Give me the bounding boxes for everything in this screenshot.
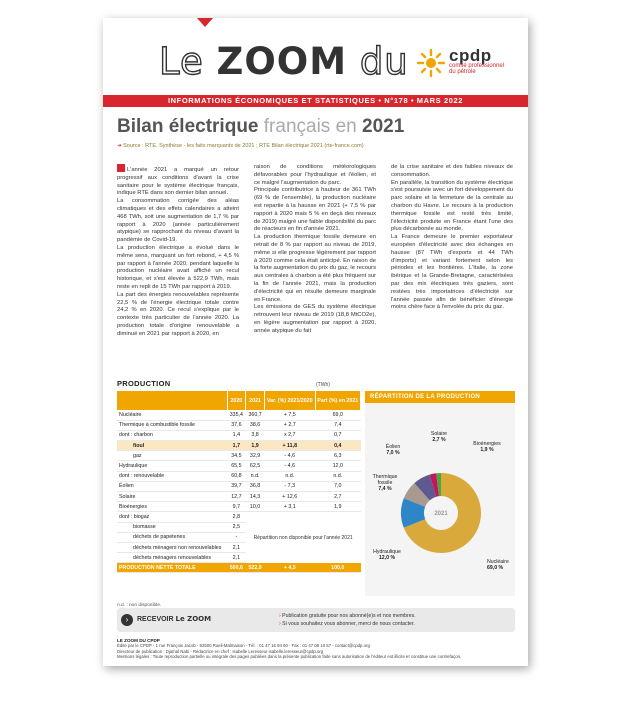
production-unit: (TWh) (316, 382, 330, 388)
cpdp-logo (416, 48, 526, 82)
paragraph: La consommation corrigée des aléas climatiques et des effets calendaires a atteint 468 TWh, soit une augmentation de 1,7 % par rapport à 2020 (année particulièrement atypique) se rapprochant du niveau d'avant la pandémie de Covid-19. (117, 198, 239, 244)
paragraph: Les émissions de GES du système électrique retrouvent leur niveau de 2019 (18,8 MtCO2e), en légère augmentation par rapport à 2020, année atypique du fait (254, 304, 376, 334)
title-du: du (347, 40, 409, 83)
cell: 14,3 (246, 492, 265, 502)
row-label: déchets ménagers renouvelables (117, 553, 227, 563)
body-column-2 (254, 164, 376, 336)
row-label: Hydraulique (117, 461, 227, 471)
row-label: PRODUCTION NETTE TOTALE (117, 563, 227, 573)
subscribe-line-1: Publication gratuite pour nos abonné(e)s et nos membres. (282, 613, 416, 619)
cell: 1,7 (227, 441, 246, 451)
table-row (117, 410, 361, 420)
pie-label: Bioénergies 1,9 % (473, 441, 501, 453)
cell: + 2,7 (264, 420, 315, 430)
table-row (117, 461, 361, 471)
imprint-line: Mentions légales : Toute reproduction partielle ou intégrale des pages publiées dans la présente publication faite sans autorisation de l'éditeur est illicite et constitue une contrefaçon. (117, 653, 462, 659)
pie-label: Thermique fossile 7,4 % (372, 474, 398, 492)
table-row (117, 512, 361, 522)
cell: 60,8 (227, 471, 246, 481)
cell: 36,8 (246, 481, 265, 491)
title-le: Le (159, 40, 217, 83)
drop-square-icon (117, 164, 125, 172)
cell: 2,7 (315, 492, 360, 502)
cell: + 7,5 (264, 410, 315, 420)
subscribe-banner (117, 608, 515, 632)
unavailable-note: Répartition non disponible pour l'année 2021 (253, 534, 353, 541)
masthead (103, 32, 528, 92)
cell: - (227, 532, 246, 542)
source-line (117, 143, 364, 149)
subscribe-text: › Publication gratuite pour nos abonné(e)s et nos membres. › Si vous souhaitez vous abonner, merci de nous contacter. (279, 613, 416, 627)
row-label: dont : charbon (117, 430, 227, 440)
row-label: Éolien (117, 481, 227, 491)
row-label: Nucléaire (117, 410, 227, 420)
body-column-3 (391, 164, 513, 312)
logo-subtitle: comité professionnel du pétrole (449, 63, 505, 75)
subscribe-line-2: Si vous souhaitez vous abonner, merci de nous contacter. (282, 621, 415, 627)
paragraph: En parallèle, la transition du système électrique s'est poursuivie avec un fort développement du parc solaire et la fermeture de la centrale au charbon du Havre. Le recours à la production thermique fossile est resté très limité, l'électricité produite en France étant l'une des plus décarbonée au monde. (391, 179, 513, 233)
paragraph: Principale contributrice à hauteur de 361 TWh (69 % de l'ensemble), la production nucléaire est repartie à la hausse en 2021 (+ 7,5 % par rapport à 2020 mais 5 % en deçà des niveaux de 2019) malgré une faible disponibilité du parc de réacteurs en fin d'année 2021. (254, 187, 376, 233)
newsletter-title (159, 40, 409, 83)
top-notch-marker (197, 18, 213, 27)
headline-light: français en (258, 116, 362, 137)
cell: 0,4 (315, 441, 360, 451)
table-row-highlight (117, 441, 361, 451)
cell: 6,3 (315, 451, 360, 461)
cell: - 7,3 (264, 481, 315, 491)
cell: 100,0 (315, 563, 360, 573)
cell: 37,6 (227, 420, 246, 430)
pie-center-label: 2021 (434, 511, 448, 517)
cell: n.d. (264, 471, 315, 481)
row-label: fioul (117, 441, 227, 451)
newsletter-page (103, 18, 528, 666)
total-row (117, 563, 361, 573)
production-title: PRODUCTION (117, 379, 171, 388)
row-label: gaz (117, 451, 227, 461)
row-label: déchets de papeteries (117, 532, 227, 542)
title-zoom: ZOOM (216, 40, 348, 83)
cell: 1,4 (227, 430, 246, 440)
table-row (117, 471, 361, 481)
subscribe-zoom-mark: Le ZOOM (175, 615, 212, 623)
cell: 38,6 (246, 420, 265, 430)
production-table (117, 391, 361, 573)
cell: 34,5 (227, 451, 246, 461)
pie-label: Nucléaire 69,0 % (487, 559, 509, 571)
table-header-row (117, 391, 361, 410)
cell: 32,9 (246, 451, 265, 461)
cell: 69,0 (315, 410, 360, 420)
production-breakdown-panel (365, 391, 515, 596)
cell: - 4,6 (264, 451, 315, 461)
subscribe-label: RECEVOIR Le ZOOM (137, 615, 212, 623)
cell: n.d. (315, 471, 360, 481)
column-header: 2021 (246, 391, 265, 410)
imprint-title: LE ZOOM DU CPDP (117, 638, 160, 643)
cell: 7,0 (315, 481, 360, 491)
cell: 360,7 (246, 410, 265, 420)
cell: + 11,8 (264, 441, 315, 451)
article-body (117, 164, 515, 386)
sun-icon (416, 48, 446, 78)
cell: + 12,6 (264, 492, 315, 502)
row-label: Bioénergies (117, 502, 227, 512)
cell: 335,4 (227, 410, 246, 420)
row-label: déchets ménagers non renouvelables (117, 542, 227, 552)
imprint-line: Édité par le CPDP - 1 rue François Jacob - 92500 Rueil-Malmaison - Tél. : 01 47 16 94 60 - Fax : 01 47 08 10 57 - contact@cpdp.org (117, 643, 370, 649)
cell: 1,9 (246, 441, 265, 451)
paragraph: L'année 2021 a marqué un retour progressif aux conditions d'avant la crise sanitaire pour le système électrique français, indique RTE dans son dernier bilan annuel. (117, 164, 239, 198)
cell: 2,1 (227, 542, 246, 552)
cell: x 2,7 (264, 430, 315, 440)
paragraph: La production thermique fossile demeure en retrait de 8 % par rapport au niveau de 2019, même si elle progresse légèrement par rapport à 2020 comme cela était anticipé. En raison de la forte augmentation du prix du gaz, le recours aux centrales à charbon a été plus fréquent sur la fin de l'année 2021, mais la production d'électricité qui en résulte demeure marginale en France. (254, 234, 376, 303)
arrow-right-icon: › (121, 614, 133, 626)
table-row (117, 430, 361, 440)
cell: 1,9 (315, 502, 360, 512)
source-text: Source : RTE. Synthèse - les faits marquants de 2021 ; RTE Bilan électrique 2021 (rte-france.com) (123, 143, 364, 149)
cell: 2,5 (227, 522, 246, 532)
cell: 39,7 (227, 481, 246, 491)
cell: 3,8 (246, 430, 265, 440)
table-row (117, 451, 361, 461)
table-row (117, 420, 361, 430)
cell: + 3,1 (264, 502, 315, 512)
headline-bold: Bilan électrique (117, 116, 259, 137)
issue-banner: INFORMATIONS ÉCONOMIQUES ET STATISTIQUES • N°178 • MARS 2022 (103, 95, 528, 107)
row-label: Solaire (117, 492, 227, 502)
table-row (117, 502, 361, 512)
paragraph: raison de conditions météorologiques défavorables pour l'hydraulique et l'éolien, et ce malgré l'augmentation du parc. (254, 164, 376, 186)
column-header: 2020 (227, 391, 246, 410)
row-label: dont : biogaz (117, 512, 227, 522)
pie-label: Solaire 2,7 % (430, 431, 448, 443)
cell: 9,7 (227, 502, 246, 512)
cell: n.d. (246, 471, 265, 481)
cell: 522,9 (246, 563, 265, 573)
cell: 12,0 (315, 461, 360, 471)
table-footnote: n.d. : non disponible. (117, 603, 162, 608)
cell: 62,5 (246, 461, 265, 471)
column-header: Var. (%) 2021/2020 (264, 391, 315, 410)
cell: 7,4 (315, 420, 360, 430)
cell: - 4,6 (264, 461, 315, 471)
row-label: dont : renouvelable (117, 471, 227, 481)
paragraph: La France demeure le premier exportateur européen d'électricité avec des échanges en hausse (87 TWh d'exports et 44 TWh d'imports) et variant fortement selon les périodes et les frontières. L'Italie, la zone ibérique et la Grande-Bretagne, caractérisées par des mix électriques très gaziers, sont restées très importatrices d'électricité sur l'année passée afin de bénéficier d'énergie moins chère face à l'envolée du prix du gaz. (391, 234, 513, 311)
pie-label: Hydraulique 12,0 % (373, 549, 401, 561)
paragraph: La part des énergies renouvelables représente 22,5 % de l'énergie électrique totale contre 24,2 % en 2020. Ce recul s'explique par le contexte très particulier de l'année 2020. La production totale d'origine renouvelable a diminué en 2021 par rapport à 2020, en (117, 291, 239, 337)
imprint (117, 638, 515, 659)
cell: 10,0 (246, 502, 265, 512)
cell: 500,6 (227, 563, 246, 573)
imprint-line: Directeur de publication : Djamal Nabi - Rédactrice en chef : Isabelle Leresseur isabelle.leresseur@cpdp.org (117, 648, 324, 654)
cell: 12,7 (227, 492, 246, 502)
headline-year: 2021 (362, 116, 405, 137)
cell: 0,7 (315, 430, 360, 440)
chart-title: RÉPARTITION DE LA PRODUCTION (365, 391, 515, 403)
cell: 2,1 (227, 553, 246, 563)
cell: + 4,5 (264, 563, 315, 573)
row-label: Thermique à combustible fossile (117, 420, 227, 430)
pie-label: Éolien 7,0 % (385, 444, 401, 456)
article-headline (117, 116, 404, 138)
cell: 65,5 (227, 461, 246, 471)
column-header: Part (%) en 2021 (315, 391, 360, 410)
arrow-right-icon: ➜ (117, 143, 124, 149)
table-row (117, 492, 361, 502)
paragraph: La production électrique a évolué dans le même sens, marquant un fort rebond, + 4,5 % par rapport à l'année 2020, pendant laquelle la production nucléaire avait affiché un recul historique, et s'est élevée à 522,9 TWh, mais reste en repli de 15 TWh par rapport à 2019. (117, 244, 239, 290)
row-label: biomasse (117, 522, 227, 532)
body-column-1 (117, 164, 239, 339)
pie-chart (365, 403, 515, 596)
column-header (117, 391, 227, 410)
logo-brand: cpdp (449, 46, 492, 65)
paragraph: de la crise sanitaire et des faibles niveaux de consommation. (391, 164, 513, 178)
table-row (117, 481, 361, 491)
cell: 2,8 (227, 512, 246, 522)
